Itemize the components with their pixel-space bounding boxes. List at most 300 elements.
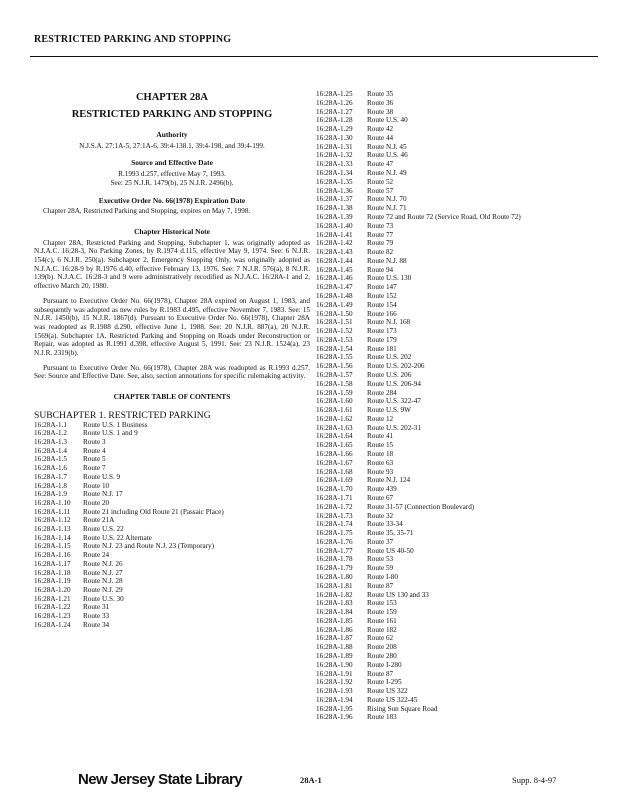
section-title: Route N.J. 28 <box>83 577 123 586</box>
section-number: 16:28A-1.27 <box>316 107 353 116</box>
toc-entry <box>34 560 310 569</box>
section-title: Route N.J. 70 <box>367 195 407 204</box>
section-title: Route 4 <box>83 446 106 455</box>
toc-entry <box>316 248 606 257</box>
toc-list-right <box>316 90 606 722</box>
section-title: Route 36 <box>367 98 394 107</box>
section-number: 16:28A-1.6 <box>34 464 67 473</box>
section-title: Route 42 <box>367 125 394 134</box>
section-number: 16:28A-1.90 <box>316 660 353 669</box>
section-number: 16:28A-1.2 <box>34 429 67 438</box>
toc-entry <box>316 231 606 240</box>
section-title: Route U.S. 9W <box>367 406 411 415</box>
toc-entry <box>316 266 606 275</box>
toc-entry <box>34 499 310 508</box>
toc-entry <box>316 318 606 327</box>
section-title: Route U.S. 9 <box>83 472 121 481</box>
section-number: 16:28A-1.87 <box>316 634 353 643</box>
section-title: Route 31-57 (Connection Boulevard) <box>367 502 475 511</box>
section-number: 16:28A-1.1 <box>34 420 67 429</box>
toc-entry <box>316 99 606 108</box>
section-title: Route U.S. 206 <box>367 371 412 379</box>
section-title: Route U.S. 202-206 <box>367 362 425 371</box>
section-number: 16:28A-1.94 <box>316 695 353 704</box>
section-title: Route U.S. 30 <box>83 594 124 603</box>
section-number: 16:28A-1.17 <box>34 559 71 568</box>
toc-entry <box>316 125 606 134</box>
section-title: Route 59 <box>367 564 394 573</box>
toc-entry <box>34 455 310 464</box>
toc-entry <box>316 371 606 380</box>
section-number: 16:28A-1.15 <box>34 542 71 551</box>
section-number: 16:28A-1.76 <box>316 537 353 546</box>
section-number: 16:28A-1.5 <box>34 455 67 464</box>
toc-entry <box>316 195 606 204</box>
section-number: 16:28A-1.26 <box>316 98 353 107</box>
section-title: Route U.S. 202 <box>367 353 412 362</box>
section-number: 16:28A-1.37 <box>316 195 353 204</box>
section-number: 16:28A-1.91 <box>316 669 353 678</box>
section-title: Route US 322 <box>367 687 408 696</box>
toc-entry <box>316 345 606 354</box>
section-title: Route 77 <box>367 230 394 239</box>
toc-entry <box>316 555 606 564</box>
toc-entry <box>316 564 606 573</box>
section-title: Route 53 <box>367 555 394 564</box>
section-number: 16:28A-1.35 <box>316 177 353 186</box>
section-title: Route U.S. 1 Business <box>83 420 148 429</box>
section-title: Route N.J. 124 <box>367 476 411 485</box>
section-number: 16:28A-1.55 <box>316 353 353 362</box>
toc-entry <box>316 204 606 213</box>
section-number: 16:28A-1.44 <box>316 256 353 265</box>
toc-entry <box>34 612 310 621</box>
section-number: 16:28A-1.73 <box>316 511 353 520</box>
section-title: Route N.J. 29 <box>83 585 123 594</box>
toc-entry <box>316 617 606 626</box>
toc-entry <box>316 538 606 547</box>
section-number: 16:28A-1.64 <box>316 432 353 441</box>
toc-entry <box>316 274 606 283</box>
toc-entry <box>316 213 606 222</box>
section-title: Rising Sun Square Road <box>367 704 438 713</box>
section-title: Route 10 <box>83 481 110 490</box>
section-number: 16:28A-1.13 <box>34 525 71 534</box>
section-number: 16:28A-1.21 <box>34 594 71 603</box>
section-title: Route 154 <box>367 300 397 309</box>
toc-entry <box>316 187 606 196</box>
section-title: Route 82 <box>367 248 394 257</box>
section-number: 16:28A-1.8 <box>34 481 67 490</box>
toc-entry <box>316 687 606 696</box>
toc-entry <box>316 301 606 310</box>
section-title: Route 73 <box>367 221 394 230</box>
section-number: 16:28A-1.81 <box>316 581 353 590</box>
toc-entry <box>316 652 606 661</box>
chapter-title: RESTRICTED PARKING AND STOPPING <box>71 109 273 120</box>
historical-note-paragraph-2: Pursuant to Executive Order No. 66(1978), Chapter 28A expired on August 1, 1983, and subsequently was adopted as new rules by R.1983 d.495, effective November 7, 1983. See: 15 N.J.R. 1450(b), 15 N.J.R. 1867(d). Pursuant to Executive Order No. 66(1978), Chapter 28A was readopted as R.1988 d.290, effective June 1, 1988. See: 20 N.J.R. 887(a), 20 N.J.R. 1569(a). Subchapter 1A, Restricted Parking and Stopping on Roads under Reconstruction or Repair, was adopted as R.1991 d.398, effective August 5, 1991. See: 23 N.J.R. 1524(a), 23 N.J.R. 2319(b). <box>34 296 310 358</box>
section-number: 16:28A-1.43 <box>316 248 353 257</box>
section-number: 16:28A-1.51 <box>316 318 353 327</box>
section-number: 16:28A-1.95 <box>316 704 353 713</box>
section-title: Route 63 <box>367 458 394 467</box>
section-title: Route 94 <box>367 265 394 274</box>
section-title: Route 208 <box>367 643 397 652</box>
toc-entry <box>316 705 606 714</box>
toc-entry <box>34 508 310 517</box>
toc-entry <box>316 389 606 398</box>
section-number: 16:28A-1.28 <box>316 116 353 125</box>
section-title: Route 37 <box>367 537 394 546</box>
section-title: Route 181 <box>367 344 397 353</box>
toc-entry <box>316 108 606 117</box>
section-number: 16:28A-1.70 <box>316 485 353 494</box>
footer-page-number: 28A-1 <box>300 775 322 785</box>
toc-entry <box>316 547 606 556</box>
authority-text: N.J.S.A. 27:1A-5, 27:1A-6, 39:4-138.1, 39:4-198, and 39:4-199. <box>79 141 265 150</box>
section-number: 16:28A-1.58 <box>316 379 353 388</box>
section-number: 16:28A-1.88 <box>316 643 353 652</box>
section-number: 16:28A-1.83 <box>316 599 353 608</box>
chapter-number: CHAPTER 28A <box>135 92 209 103</box>
section-number: 16:28A-1.74 <box>316 520 353 529</box>
toc-entry <box>316 353 606 362</box>
section-title: Route 147 <box>367 283 397 292</box>
toc-entry <box>316 151 606 160</box>
section-title: Route U.S. 46 <box>367 151 408 160</box>
section-number: 16:28A-1.66 <box>316 450 353 459</box>
executive-order-text: Chapter 28A, Restricted Parking and Stopping, expires on May 7, 1998. <box>43 207 251 216</box>
toc-entry <box>316 520 606 529</box>
toc-entry <box>316 432 606 441</box>
section-title: Route 153 <box>367 599 397 608</box>
left-column <box>34 92 310 629</box>
source-line-2: See: 25 N.J.R. 1479(b), 25 N.J.R. 2496(b). <box>110 178 234 187</box>
toc-entry <box>34 429 310 438</box>
section-title: Route 5 <box>83 455 106 464</box>
section-number: 16:28A-1.84 <box>316 608 353 617</box>
toc-entry <box>316 512 606 521</box>
section-number: 16:28A-1.80 <box>316 572 353 581</box>
toc-entry <box>316 424 606 433</box>
section-title: Route 7 <box>83 464 106 473</box>
section-title: Route U.S. 1 and 9 <box>83 429 138 438</box>
toc-entry <box>34 569 310 578</box>
section-title: Route I-295 <box>367 678 402 687</box>
section-number: 16:28A-1.52 <box>316 327 353 336</box>
historical-note-paragraph-1: Chapter 28A, Restricted Parking and Stopping, Subchapter 1, was originally adopted as N.J.A.C. 16:28-3, No Parking Zones, by R.1974 d.115, effective May 9, 1974. See: 6 N.J.R. 154(c), 6 N.J.R. 250(a). Subchapter 2, Emergency Stopping Only, was originally adopted as N.J.A.C. 16:28-9 by R.1976 d.40, effective February 13, 1976. See: 7 N.J.R. 576(a), 8 N.J.R. 139(b). N.J.A.C. 16:28-3 and 9 were administratively recodified as N.J.A.C. 16:28A-1 and 2, effective March 20, 1980. <box>34 238 310 291</box>
section-number: 16:28A-1.89 <box>316 652 353 660</box>
section-title: Route 87 <box>367 581 394 590</box>
toc-entry <box>34 595 310 604</box>
toc-entry <box>316 415 606 424</box>
section-number: 16:28A-1.63 <box>316 423 353 432</box>
section-number: 16:28A-1.53 <box>316 335 353 344</box>
running-header: RESTRICTED PARKING AND STOPPING <box>34 34 232 45</box>
toc-entry <box>316 116 606 125</box>
toc-entry <box>316 160 606 169</box>
toc-list-left <box>34 421 310 630</box>
toc-entry <box>316 678 606 687</box>
toc-entry <box>316 169 606 178</box>
section-number: 16:28A-1.72 <box>316 502 353 511</box>
section-title: Route N.J. 71 <box>367 204 407 213</box>
section-title: Route N.J. 168 <box>367 318 411 327</box>
source-heading: Source and Effective Date <box>131 158 213 168</box>
toc-entry <box>316 573 606 582</box>
section-title: Route N.J. 88 <box>367 256 407 265</box>
historical-note-heading: Chapter Historical Note <box>134 226 210 236</box>
toc-entry <box>34 551 310 560</box>
section-title: Route 280 <box>367 652 397 660</box>
toc-entry <box>316 143 606 152</box>
section-title: Route 35 <box>367 90 394 98</box>
section-number: 16:28A-1.32 <box>316 151 353 160</box>
section-number: 16:28A-1.78 <box>316 555 353 564</box>
section-title: Route U.S. 206-94 <box>367 379 421 388</box>
section-title: Route U.S. 202-31 <box>367 423 421 432</box>
section-number: 16:28A-1.71 <box>316 493 353 502</box>
toc-entry <box>316 468 606 477</box>
toc-entry <box>316 608 606 617</box>
toc-entry <box>316 222 606 231</box>
section-number: 16:28A-1.4 <box>34 446 67 455</box>
section-title: Route 32 <box>367 511 394 520</box>
toc-entry <box>316 283 606 292</box>
toc-entry <box>316 713 606 722</box>
section-title: Route 284 <box>367 388 397 397</box>
section-number: 16:28A-1.68 <box>316 467 353 476</box>
section-number: 16:28A-1.54 <box>316 344 353 353</box>
section-number: 16:28A-1.23 <box>34 612 71 621</box>
section-title: Route N.J. 49 <box>367 169 407 178</box>
section-number: 16:28A-1.24 <box>34 620 71 629</box>
section-title: Route 182 <box>367 625 397 634</box>
toc-heading: CHAPTER TABLE OF CONTENTS <box>113 392 231 402</box>
toc-entry <box>316 661 606 670</box>
toc-entry <box>316 494 606 503</box>
toc-entry <box>316 591 606 600</box>
toc-entry <box>316 134 606 143</box>
section-number: 16:28A-1.56 <box>316 362 353 371</box>
section-number: 16:28A-1.29 <box>316 125 353 134</box>
historical-note-paragraph-3: Pursuant to Executive Order No. 66(1978), Chapter 28A was readopted as R.1993 d.257. See: Source and Effective Date. See, also, section annotations for specific rulemaking activity. <box>34 363 310 381</box>
section-number: 16:28A-1.40 <box>316 221 353 230</box>
section-title: Route 173 <box>367 327 397 336</box>
section-title: Route 38 <box>367 107 394 116</box>
section-title: Route 47 <box>367 160 394 169</box>
section-number: 16:28A-1.86 <box>316 625 353 634</box>
section-title: Route U.S. 322-47 <box>367 397 421 406</box>
toc-entry <box>316 582 606 591</box>
toc-entry <box>34 464 310 473</box>
source-line-1: R.1993 d.257, effective May 7, 1993. <box>118 170 226 179</box>
toc-entry <box>316 362 606 371</box>
toc-entry <box>316 599 606 608</box>
section-number: 16:28A-1.42 <box>316 239 353 248</box>
section-number: 16:28A-1.77 <box>316 546 353 555</box>
section-title: Route 161 <box>367 616 397 625</box>
section-title: Route N.J. 45 <box>367 142 407 151</box>
section-title: Route 3 <box>83 437 106 446</box>
section-title: Route 33-34 <box>367 520 403 529</box>
toc-entry <box>316 292 606 301</box>
toc-entry <box>316 503 606 512</box>
section-title: Route 52 <box>367 177 394 186</box>
section-number: 16:28A-1.11 <box>34 507 71 516</box>
section-number: 16:28A-1.19 <box>34 577 71 586</box>
section-title: Route 79 <box>367 239 394 248</box>
section-title: Route 93 <box>367 467 394 476</box>
toc-entry <box>34 525 310 534</box>
toc-entry <box>34 586 310 595</box>
toc-entry <box>34 482 310 491</box>
toc-entry <box>316 380 606 389</box>
section-number: 16:28A-1.48 <box>316 291 353 300</box>
executive-order-heading: Executive Order No. 66(1978) Expiration Date <box>98 195 246 205</box>
toc-entry <box>34 438 310 447</box>
footer-supplement: Supp. 8-4-97 <box>512 775 557 785</box>
section-number: 16:28A-1.41 <box>316 230 353 239</box>
toc-entry <box>316 257 606 266</box>
section-title: Route 62 <box>367 634 394 643</box>
section-title: Route U.S. 40 <box>367 116 408 125</box>
section-number: 16:28A-1.65 <box>316 441 353 450</box>
toc-entry <box>34 534 310 543</box>
section-number: 16:28A-1.22 <box>34 603 71 612</box>
header-rule <box>30 56 598 57</box>
footer-library: New Jersey State Library <box>78 771 243 788</box>
toc-entry <box>316 336 606 345</box>
section-title: Route US 130 and 33 <box>367 590 429 599</box>
subchapter-heading: SUBCHAPTER 1. RESTRICTED PARKING <box>34 409 211 421</box>
toc-entry <box>316 476 606 485</box>
toc-entry <box>316 670 606 679</box>
toc-entry <box>316 441 606 450</box>
section-title: Route N.J. 23 and Route N.J. 23 (Temporary) <box>83 542 215 551</box>
toc-entry <box>316 634 606 643</box>
section-number: 16:28A-1.14 <box>34 533 71 542</box>
section-number: 16:28A-1.36 <box>316 186 353 195</box>
section-number: 16:28A-1.30 <box>316 133 353 142</box>
section-title: Route 34 <box>83 620 110 629</box>
toc-entry <box>34 621 310 630</box>
section-title: Route 12 <box>367 414 394 423</box>
section-title: Route 33 <box>83 612 110 621</box>
section-number: 16:28A-1.12 <box>34 516 71 525</box>
section-number: 16:28A-1.16 <box>34 551 71 560</box>
section-title: Route 439 <box>367 485 397 494</box>
section-number: 16:28A-1.46 <box>316 274 353 283</box>
section-title: Route 21A <box>83 516 115 525</box>
section-number: 16:28A-1.61 <box>316 406 353 415</box>
toc-entry <box>34 577 310 586</box>
section-title: Route 166 <box>367 309 397 318</box>
toc-entry <box>34 516 310 525</box>
section-number: 16:28A-1.93 <box>316 687 353 696</box>
section-title: Route 152 <box>367 291 397 300</box>
section-title: Route 24 <box>83 551 110 560</box>
section-title: Route I-80 <box>367 572 398 581</box>
section-title: Route US 40-50 <box>367 546 414 555</box>
section-number: 16:28A-1.96 <box>316 713 353 722</box>
toc-entry <box>316 310 606 319</box>
section-number: 16:28A-1.69 <box>316 476 353 485</box>
section-number: 16:28A-1.62 <box>316 414 353 423</box>
section-number: 16:28A-1.20 <box>34 585 71 594</box>
section-number: 16:28A-1.82 <box>316 590 353 599</box>
toc-entry <box>34 421 310 430</box>
toc-entry <box>316 406 606 415</box>
section-title: Route 21 including Old Route 21 (Passaic Place) <box>83 507 224 516</box>
section-title: Route 41 <box>367 432 394 441</box>
section-title: Route 20 <box>83 498 110 507</box>
toc-entry <box>34 490 310 499</box>
section-number: 16:28A-1.49 <box>316 300 353 309</box>
section-number: 16:28A-1.79 <box>316 564 353 573</box>
section-title: Route U.S. 130 <box>367 274 412 283</box>
toc-entry <box>316 529 606 538</box>
section-number: 16:28A-1.75 <box>316 529 353 538</box>
toc-entry <box>316 626 606 635</box>
authority-heading: Authority <box>156 130 188 139</box>
toc-entry <box>316 459 606 468</box>
section-title: Route I-280 <box>367 660 402 669</box>
section-title: Route 35, 35-71 <box>367 529 414 538</box>
section-number: 16:28A-1.50 <box>316 309 353 318</box>
section-number: 16:28A-1.45 <box>316 265 353 274</box>
section-title: Route 159 <box>367 608 397 617</box>
section-number: 16:28A-1.7 <box>34 472 67 481</box>
section-title: Route 87 <box>367 669 394 678</box>
toc-entry <box>34 542 310 551</box>
section-number: 16:28A-1.10 <box>34 498 71 507</box>
section-number: 16:28A-1.39 <box>316 212 353 221</box>
toc-entry <box>316 327 606 336</box>
section-title: Route 57 <box>367 186 394 195</box>
section-title: Route 183 <box>367 713 397 722</box>
section-number: 16:28A-1.38 <box>316 204 353 213</box>
section-number: 16:28A-1.60 <box>316 397 353 406</box>
section-title: Route 15 <box>367 441 394 450</box>
section-number: 16:28A-1.85 <box>316 616 353 625</box>
section-title: Route U.S. 22 Alternate <box>83 533 152 542</box>
section-number: 16:28A-1.34 <box>316 169 353 178</box>
section-number: 16:28A-1.31 <box>316 142 353 151</box>
toc-entry <box>316 485 606 494</box>
section-number: 16:28A-1.18 <box>34 568 71 577</box>
section-number: 16:28A-1.47 <box>316 283 353 292</box>
section-number: 16:28A-1.25 <box>316 90 353 98</box>
section-number: 16:28A-1.59 <box>316 388 353 397</box>
toc-entry <box>316 397 606 406</box>
section-number: 16:28A-1.57 <box>316 371 353 379</box>
section-number: 16:28A-1.9 <box>34 490 67 499</box>
section-number: 16:28A-1.33 <box>316 160 353 169</box>
section-title: Route 72 and Route 72 (Service Road, Old Route 72) <box>367 212 521 221</box>
section-number: 16:28A-1.92 <box>316 678 353 687</box>
section-title: Route 31 <box>83 603 110 612</box>
toc-entry <box>316 90 606 99</box>
section-title: Route U.S. 22 <box>83 525 124 534</box>
section-title: Route N.J. 17 <box>83 490 123 499</box>
section-title: Route N.J. 26 <box>83 559 123 568</box>
toc-entry <box>316 643 606 652</box>
toc-entry <box>34 447 310 456</box>
section-title: Route 44 <box>367 133 394 142</box>
section-number: 16:28A-1.3 <box>34 437 67 446</box>
toc-entry <box>34 603 310 612</box>
